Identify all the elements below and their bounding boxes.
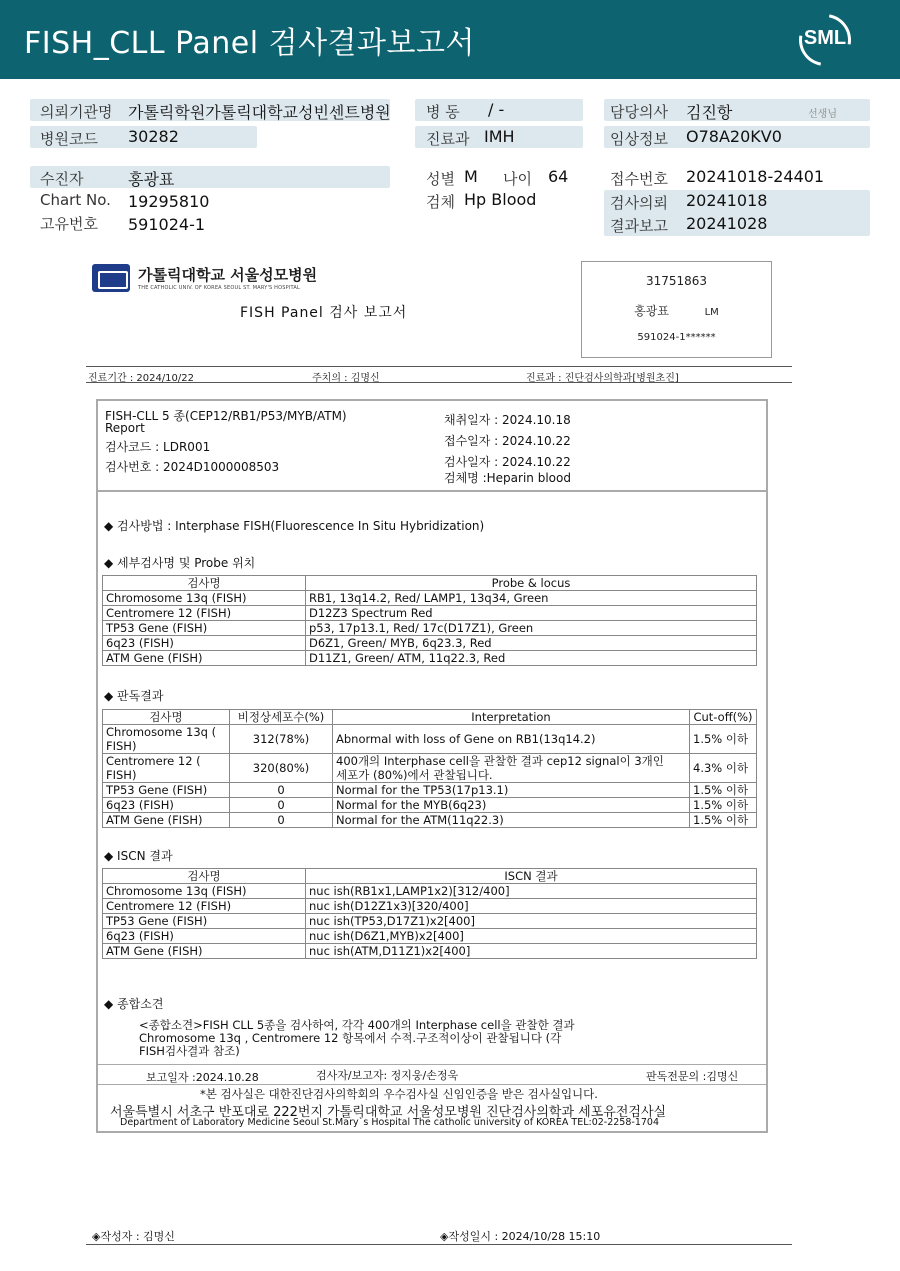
table-cell: TP53 Gene (FISH): [103, 621, 306, 636]
age-value: 64: [548, 167, 569, 186]
table-cell: D12Z3 Spectrum Red: [306, 606, 757, 621]
physician: 주치의 : 김명신: [312, 373, 380, 384]
clinical-label: 임상정보: [610, 130, 668, 148]
section-summary: ◆ 종합소견: [104, 997, 164, 1011]
table-row: [103, 591, 757, 606]
test-name: FISH-CLL 5 종(CEP12/RB1/P53/MYB/ATM): [105, 409, 347, 423]
org-value: 가톨릭학원가톨릭대학교성빈센트병원: [128, 103, 391, 122]
table-cell: RB1, 13q14.2, Red/ LAMP1, 13q34, Green: [306, 591, 757, 606]
org-label: 의뢰기관명: [40, 103, 113, 121]
header-bar: [0, 0, 900, 79]
specimen-value: Hp Blood: [464, 190, 537, 209]
sex-value: M: [464, 167, 478, 186]
divider-top: [86, 366, 792, 367]
table-cell: TP53 Gene (FISH): [103, 914, 306, 929]
column-header: 비정상세포수(%): [230, 710, 333, 725]
report-title: FISH Panel 검사 보고서: [240, 305, 408, 321]
certification: *본 검사실은 대한진단검사의학회의 우수검사실 신임인증을 받은 검사실입니다.: [200, 1087, 598, 1101]
cell-line: Chromosome 13q (: [106, 725, 217, 739]
table-cell: Centromere 12 (FISH): [103, 606, 306, 621]
hospital-subtitle: THE CATHOLIC UNIV. OF KOREA SEOUL ST. MARY'S HOSPITAL: [138, 285, 301, 291]
summary-divider: [97, 1064, 767, 1065]
ward-value: / -: [488, 100, 505, 119]
table-row: [103, 929, 757, 944]
visit-date: 진료기간 : 2024/10/22: [88, 373, 195, 384]
table-cell: 1.5% 이하: [690, 798, 757, 813]
patient-id-box: [581, 261, 772, 358]
frame-divider: [97, 490, 767, 492]
receive-date: 접수일자 : 2024.10.22: [444, 434, 571, 448]
column-header: 검사명: [103, 869, 306, 884]
column-header: 검사명: [103, 576, 306, 591]
request-label: 검사의뢰: [610, 194, 668, 212]
table-row: [103, 914, 757, 929]
patient-value: 홍광표: [128, 170, 175, 189]
cell-line: FISH): [106, 739, 137, 753]
table-cell: [103, 754, 230, 783]
table-cell: ATM Gene (FISH): [103, 651, 306, 666]
exam-date: 검사일자 : 2024.10.22: [444, 455, 571, 469]
examiner: 검사자/보고자: 정지웅/손정욱: [316, 1069, 459, 1082]
table-cell: Abnormal with loss of Gene on RB1(13q14.2): [333, 725, 690, 754]
specimen-label: 검체: [426, 193, 455, 211]
logo-text: SML: [803, 27, 847, 49]
summary-line-2: Chromosome 13q , Centromere 12 항목에서 수적.구조적이상이 관찰됩니다 (각: [139, 1031, 562, 1045]
receipt-label: 접수번호: [610, 170, 668, 188]
table-row: [103, 754, 757, 783]
bottom-divider: [86, 1244, 792, 1245]
chart-label: Chart No.: [40, 191, 111, 209]
test-name-2: Report: [105, 421, 145, 435]
table-row: [103, 899, 757, 914]
hospital-name: 가톨릭대학교 서울성모병원: [138, 266, 318, 284]
doctor-label: 담당의사: [610, 103, 668, 121]
table-cell: Normal for the ATM(11q22.3): [333, 813, 690, 828]
cell-line: 세포가 (80%)에서 관찰됩니다.: [336, 768, 493, 782]
table-cell: nuc ish(TP53,D17Z1)x2[400]: [306, 914, 757, 929]
table-cell: Chromosome 13q (FISH): [103, 591, 306, 606]
table-cell: D11Z1, Green/ ATM, 11q22.3, Red: [306, 651, 757, 666]
table-row: [103, 725, 757, 754]
table-row: [103, 813, 757, 828]
table-cell: [333, 754, 690, 783]
section-result: ◆ 판독결과: [104, 689, 164, 703]
id-code: 591024-1******: [637, 332, 716, 343]
hospital-logo-icon: [92, 264, 130, 292]
reader: 판독전문의 :김명신: [646, 1070, 739, 1083]
report-value: 20241028: [686, 214, 768, 233]
probe-table: [102, 575, 757, 666]
report-date: 보고일자 :2024.10.28: [146, 1071, 259, 1084]
doctor-suffix: 선생님: [808, 109, 837, 120]
table-row: [103, 944, 757, 959]
column-header: ISCN 결과: [306, 869, 757, 884]
department: 진료과 : 진단검사의학과[병원초진]: [526, 373, 679, 384]
table-cell: 4.3% 이하: [690, 754, 757, 783]
table-cell: nuc ish(RB1x1,LAMP1x2)[312/400]: [306, 884, 757, 899]
doctor-value: 김진항: [686, 103, 733, 122]
id-tag: LM: [704, 307, 719, 318]
unique-value: 591024-1: [128, 215, 206, 234]
ward-label: 병 동: [426, 103, 460, 121]
column-header: 검사명: [103, 710, 230, 725]
table-cell: 1.5% 이하: [690, 783, 757, 798]
footer-divider: [97, 1084, 767, 1085]
table-row: [103, 621, 757, 636]
table-cell: 6q23 (FISH): [103, 798, 230, 813]
table-cell: Normal for the MYB(6q23): [333, 798, 690, 813]
result-table: [102, 709, 757, 828]
table-cell: [103, 725, 230, 754]
summary-line-1: <종합소견>FISH CLL 5종을 검사하여, 각각 400개의 Interphase cell을 관찰한 결과: [139, 1018, 575, 1032]
table-row: [103, 651, 757, 666]
table-cell: ATM Gene (FISH): [103, 944, 306, 959]
dept-value: IMH: [484, 127, 515, 146]
table-cell: 0: [230, 798, 333, 813]
chart-value: 19295810: [128, 192, 210, 211]
dept-label: 진료과: [426, 130, 470, 148]
table-cell: 6q23 (FISH): [103, 929, 306, 944]
table-header-row: [103, 710, 757, 725]
table-cell: Centromere 12 (FISH): [103, 899, 306, 914]
table-cell: Chromosome 13q (FISH): [103, 884, 306, 899]
table-row: [103, 783, 757, 798]
cell-line: FISH): [106, 768, 137, 782]
request-value: 20241018: [686, 191, 768, 210]
summary-line-3: FISH검사결과 참조): [139, 1044, 240, 1058]
page-title: FISH_CLL Panel 검사결과보고서: [24, 26, 475, 61]
table-cell: p53, 17p13.1, Red/ 17c(D17Z1), Green: [306, 621, 757, 636]
table-cell: 0: [230, 813, 333, 828]
column-header: Cut-off(%): [690, 710, 757, 725]
iscn-table: [102, 868, 757, 959]
collect-date: 채취일자 : 2024.10.18: [444, 413, 571, 427]
write-date: ◈작성일시 : 2024/10/28 15:10: [440, 1230, 601, 1243]
id-name: 홍광표: [634, 304, 669, 318]
code-label: 병원코드: [40, 130, 98, 148]
column-header: Probe & locus: [306, 576, 757, 591]
unique-label: 고유번호: [40, 215, 98, 233]
table-cell: ATM Gene (FISH): [103, 813, 230, 828]
table-cell: 0: [230, 783, 333, 798]
test-code: 검사코드 : LDR001: [105, 440, 211, 454]
id-name-row: [582, 302, 771, 319]
table-cell: nuc ish(D12Z1x3)[320/400]: [306, 899, 757, 914]
table-row: [103, 606, 757, 621]
cell-line: 400개의 Interphase cell을 관찰한 결과 cep12 signal이 3개인: [336, 754, 664, 768]
divider-bottom: [86, 382, 792, 383]
specimen-name: 검체명 :Heparin blood: [444, 471, 571, 485]
patient-label: 수진자: [40, 170, 84, 188]
table-cell: 6q23 (FISH): [103, 636, 306, 651]
column-header: Interpretation: [333, 710, 690, 725]
cell-line: Centromere 12 (: [106, 754, 201, 768]
table-cell: 320(80%): [230, 754, 333, 783]
table-header-row: [103, 576, 757, 591]
table-row: [103, 798, 757, 813]
id-number: 31751863: [645, 274, 708, 288]
table-cell: D6Z1, Green/ MYB, 6q23.3, Red: [306, 636, 757, 651]
method-line: ◆ 검사방법 : Interphase FISH(Fluorescence In Situ Hybridization): [104, 519, 485, 533]
report-label: 결과보고: [610, 217, 668, 235]
clinical-value: O78A20KV0: [686, 127, 782, 146]
writer: ◈작성자 : 김명신: [92, 1230, 175, 1243]
receipt-value: 20241018-24401: [686, 167, 825, 186]
table-header-row: [103, 869, 757, 884]
code-value: 30282: [128, 127, 179, 146]
table-cell: TP53 Gene (FISH): [103, 783, 230, 798]
sml-logo: [799, 14, 851, 66]
table-cell: 1.5% 이하: [690, 725, 757, 754]
section-probe: ◆ 세부검사명 및 Probe 위치: [104, 556, 256, 570]
table-cell: nuc ish(D6Z1,MYB)x2[400]: [306, 929, 757, 944]
age-label: 나이: [503, 170, 532, 188]
address-english: Department of Laboratory Medicine Seoul St.Mary`s Hospital The catholic university of KOREA TEL:02-2258-1704: [120, 1117, 660, 1128]
table-cell: 1.5% 이하: [690, 813, 757, 828]
table-row: [103, 636, 757, 651]
test-number: 검사번호 : 2024D1000008503: [105, 460, 280, 474]
address: 서울특별시 서초구 반포대로 222번지 가톨릭대학교 서울성모병원 진단검사의학과 세포유전검사실: [110, 1105, 667, 1120]
table-cell: Normal for the TP53(17p13.1): [333, 783, 690, 798]
sex-label: 성별: [426, 170, 455, 188]
patient-shade: [30, 166, 390, 188]
table-row: [103, 884, 757, 899]
table-cell: nuc ish(ATM,D11Z1)x2[400]: [306, 944, 757, 959]
section-iscn: ◆ ISCN 결과: [104, 849, 173, 863]
table-cell: 312(78%): [230, 725, 333, 754]
